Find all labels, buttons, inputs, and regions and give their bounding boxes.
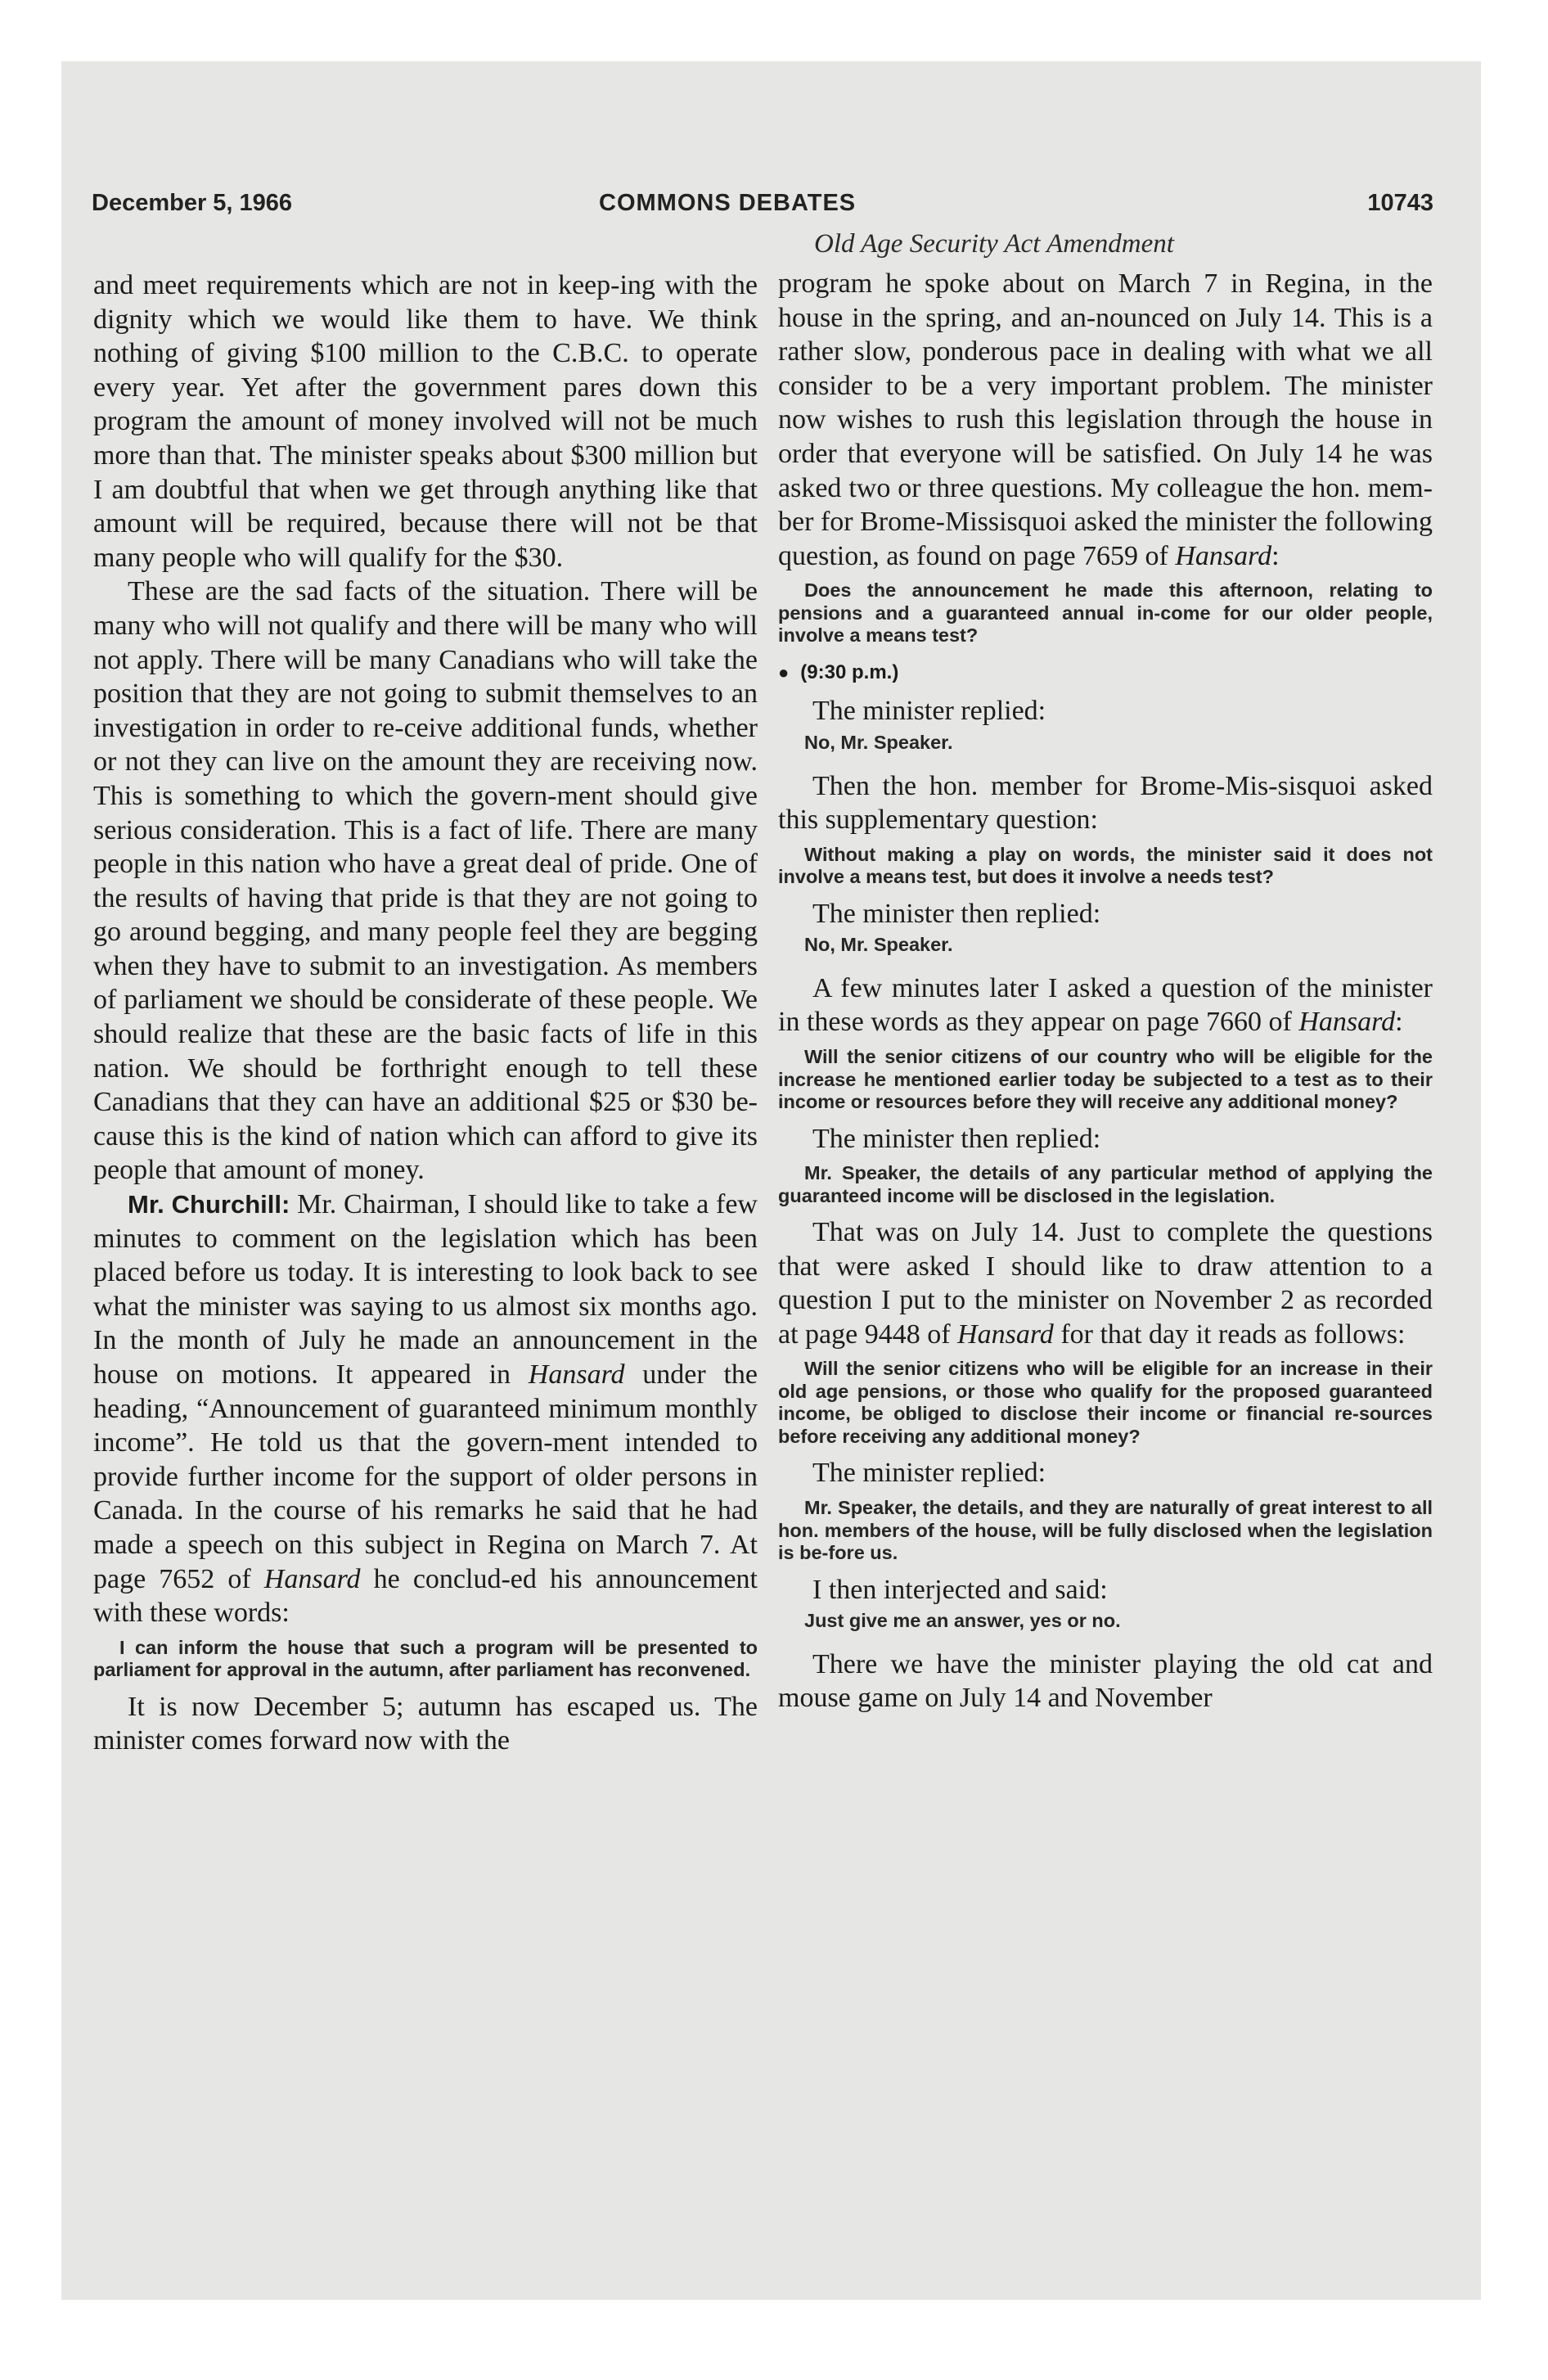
- paragraph: A few minutes later I asked a question of the minister in these words as they appear on page 7660 of Hansard:: [778, 972, 1433, 1038]
- block-quote: Mr. Speaker, the details, and they are naturally of great interest to all hon. members of the house, will be fully disclosed when the legislation is be-fore us.: [778, 1497, 1433, 1564]
- block-quote: Will the senior citizens who will be eligible for an increase in their old age pensions, or those who qualify for the proposed guaranteed income, be obliged to disclose their income or financial re-sources before receiving any additional money?: [778, 1358, 1433, 1447]
- section-subtitle: Old Age Security Act Amendment: [814, 229, 1174, 259]
- paragraph: It is now December 5; autumn has escaped us. The minister comes forward now with the: [93, 1691, 758, 1756]
- paragraph: These are the sad facts of the situation. There will be many who will not qualify and there will be many who will not apply. There will be many Canadians who will take the position that they are not going to submit themselves to an investigation in order to re-ceive additional funds, whether or not they can live on the amount they are receiving now. This is something to which the govern-ment should give serious consideration. This is a fact of life. There are many people in this nation who have a great deal of pride. One of the results of having that pride is that they are not going to go around begging, and many people feel they are begging when they have to submit to an investigation. As members of parliament we should be considerate of these people. We should realize that these are the basic facts of life in this nation. We should be forthright enough to tell these Canadians that they can have an additional $25 or $30 be-cause this is the kind of nation which can afford to give its people that amount of money.: [93, 576, 758, 1186]
- header-date: December 5, 1966: [92, 190, 293, 216]
- block-quote: Will the senior citizens of our country who will be eligible for the increase he mentioned earlier today be subjected to a test as to their income or resources before they will receive any additional money?: [778, 1046, 1433, 1112]
- speaker-name: Mr. Churchill:: [128, 1190, 290, 1219]
- paragraph-churchill: Mr. Churchill: Mr. Chairman, I should like to take a few minutes to comment on the legislation which has been placed before us today. It is interesting to look back to see what the minister was saying to us almost six months ago. In the month of July he made an announcement in the house on motions. It appeared in Hansard under the heading, “Announcement of guaranteed minimum monthly income”. He told us that the govern-ment intended to provide further income for the support of older persons in Canada. In the course of his remarks he said that he had made a speech on this subject in Regina on March 7. At page 7652 of Hansard he conclud-ed his announcement with these words:: [93, 1189, 758, 1629]
- paragraph: program he spoke about on March 7 in Regina, in the house in the spring, and an-nounced on July 14. This is a rather slow, ponderous pace in dealing with what we all consider to be a very important problem. The minister now wishes to rush this legislation through the house in order that everyone will be satisfied. On July 14 he was asked two or three questions. My colleague the hon. mem-ber for Brome-Missisquoi asked the minister the following question, as found on page 7659 of Hansard:: [778, 268, 1433, 571]
- paragraph: The minister then replied:: [812, 898, 1101, 929]
- block-quote: No, Mr. Speaker.: [804, 732, 953, 754]
- block-quote: Does the announcement he made this afternoon, relating to pensions and a guaranteed annual in-come for our older people, involve a means test?: [778, 579, 1433, 647]
- time-stamp: ● (9:30 p.m.): [778, 660, 899, 683]
- header-title: COMMONS DEBATES: [599, 190, 857, 216]
- paragraph: The minister replied:: [812, 1458, 1046, 1489]
- paragraph: That was on July 14. Just to complete the questions that were asked I should like to draw attention to a question I put to the minister on November 2 as recorded at page 9448 of Hansard for that day it reads as follows:: [778, 1217, 1433, 1350]
- block-quote: No, Mr. Speaker.: [804, 934, 953, 956]
- block-quote: Without making a play on words, the minister said it does not involve a means test, but does it involve a needs test?: [778, 843, 1433, 888]
- paragraph: and meet requirements which are not in keep-ing with the dignity which we would like them to have. We think nothing of giving $100 million to the C.B.C. to operate every year. Yet after the government pares down this program the amount of money involved will not be much more than that. The minister speaks about $300 million but I am doubtful that when we get through anything like that amount will be required, because there will not be that many people who will qualify for the $30.: [93, 270, 758, 573]
- paragraph: Then the hon. member for Brome-Mis-sisquoi asked this supplementary question:: [778, 770, 1433, 836]
- block-quote: Mr. Speaker, the details of any particular method of applying the guaranteed income will be disclosed in the legislation.: [778, 1162, 1433, 1206]
- bullet-icon: ●: [778, 661, 790, 683]
- paragraph: I then interjected and said:: [812, 1574, 1108, 1605]
- paragraph: The minister then replied:: [812, 1123, 1101, 1154]
- paragraph: The minister replied:: [812, 696, 1046, 727]
- block-quote: I can inform the house that such a program will be presented to parliament for approval in the autumn, after parliament has reconvened.: [93, 1636, 758, 1681]
- paragraph: There we have the minister playing the old cat and mouse game on July 14 and November: [778, 1648, 1433, 1714]
- page-header: [92, 190, 1433, 226]
- block-quote: Just give me an answer, yes or no.: [804, 1610, 1121, 1632]
- right-column: [778, 267, 1433, 1715]
- header-page-number: 10743: [1367, 190, 1433, 216]
- left-column: [93, 268, 758, 1758]
